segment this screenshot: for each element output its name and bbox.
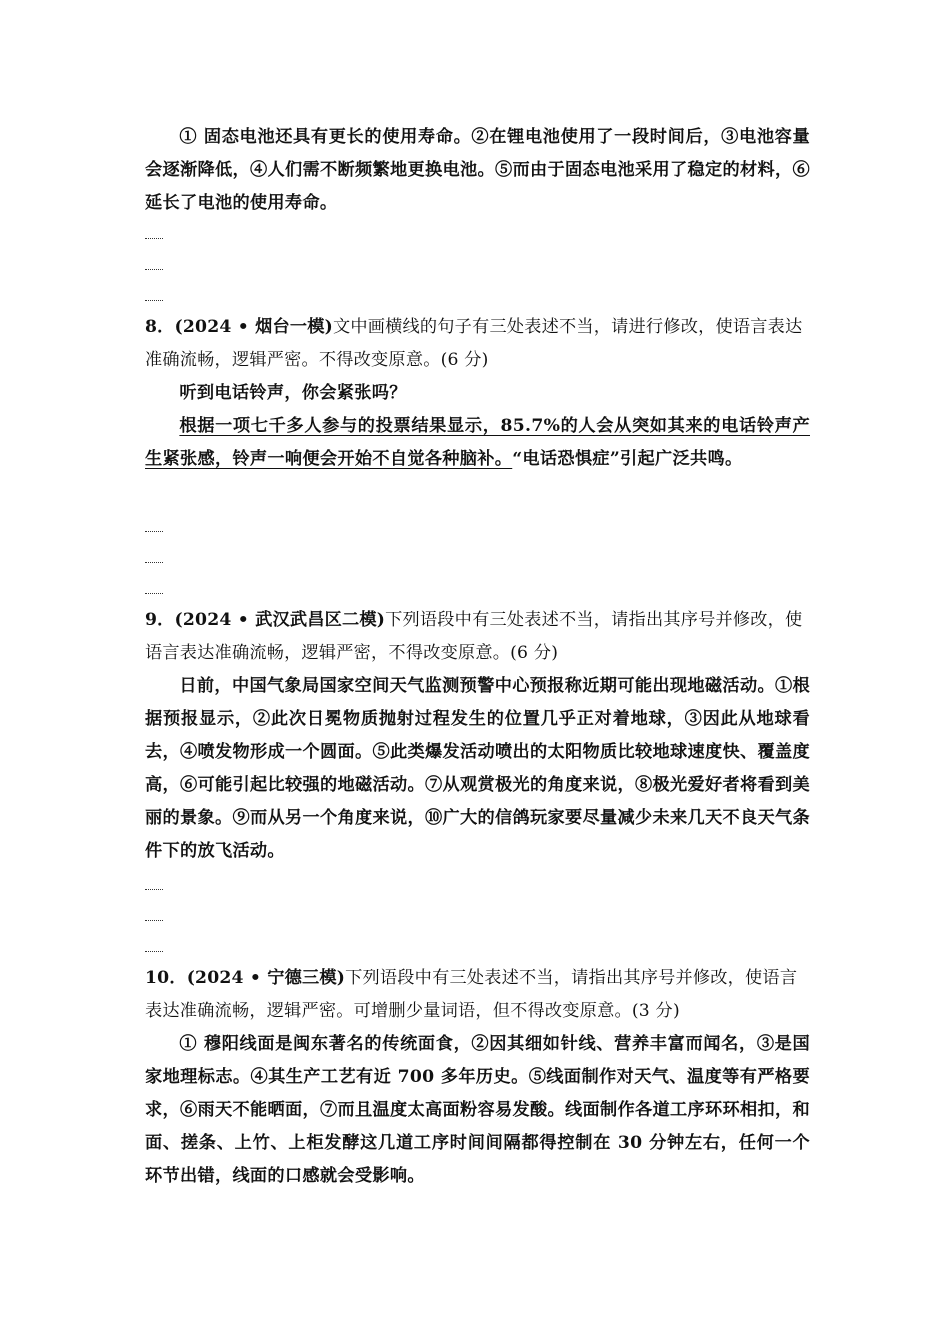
- question-number: 9．: [145, 610, 175, 630]
- question-prompt: 下列语段中有三处表述不当，请指出其序号并修改，使语言表达准确流畅，逻辑严密，不得改变原意。(6 分): [145, 610, 803, 663]
- answer-line: [145, 949, 163, 952]
- answer-line: [145, 298, 163, 301]
- underlined-sentence: 根据一项七千多人参与的投票结果显示，85.7%的人会从突如其来的电话铃声产生紧张感，铃声一响便会开始不自觉各种脑补。: [145, 416, 810, 469]
- answer-line: [145, 591, 163, 594]
- question-prompt: 下列语段中有三处表述不当，请指出其序号并修改，使语言表达准确流畅，逻辑严密。可增删少量词语，但不得改变原意。(3 分): [145, 968, 798, 1021]
- question-8-passage: [145, 410, 810, 476]
- passage-rest: “电话恐惧症”引起广泛共鸣。: [512, 449, 743, 469]
- answer-line: [145, 236, 163, 239]
- answer-line: [145, 918, 163, 921]
- question-9-heading: [145, 604, 810, 670]
- top-passage: [145, 121, 810, 220]
- question-9: [145, 604, 810, 868]
- answer-line: [145, 560, 163, 563]
- question-8-line1: 听到电话铃声，你会紧张吗？: [179, 383, 407, 403]
- question-10-passage: ① 穆阳线面是闽东著名的传统面食，②因其细如针线、营养丰富而闻名，③是国家地理标志。④其生产工艺有近 700 多年历史。⑤线面制作对天气、温度等有严格要求，⑥雨天不能晒面，⑦而且温度太高面粉容易发酸。线面制作各道工序环环相扣，和面、搓条、上竹、上柜发酵这几道工序时间间隔都得控制在 30 分钟左右，任何一个环节出错，线面的口感就会受影响。: [145, 1034, 810, 1186]
- question-source: (2024 • 烟台一模): [174, 317, 333, 337]
- question-10: [145, 962, 810, 1193]
- question-9-passage: 日前，中国气象局国家空间天气监测预警中心预报称近期可能出现地磁活动。①根据预报显示，②此次日冕物质抛射过程发生的位置几乎正对着地球，③因此从地球看去，④喷发物形成一个圆面。⑤此类爆发活动喷出的太阳物质比较地球速度快、覆盖度高，⑥可能引起比较强的地磁活动。⑦从观赏极光的角度来说，⑧极光爱好者将看到美丽的景象。⑨而从另一个角度来说，⑩广大的信鸽玩家要尽量减少未来几天不良天气条件下的放飞活动。: [145, 676, 810, 861]
- answer-line: [145, 887, 163, 890]
- question-number: 8．: [145, 317, 175, 337]
- question-source: (2024 • 武汉武昌区二模): [174, 610, 386, 630]
- question-8: [145, 311, 810, 476]
- question-source: (2024 • 宁德三模): [186, 968, 346, 988]
- question-8-heading: [145, 311, 810, 377]
- answer-line: [145, 267, 163, 270]
- answer-line: [145, 529, 163, 532]
- top-passage-text: ① 固态电池还具有更长的使用寿命。②在锂电池使用了一段时间后，③电池容量会逐渐降低，④人们需不断频繁地更换电池。⑤而由于固态电池采用了稳定的材料，⑥延长了电池的使用寿命。: [145, 127, 810, 213]
- question-10-heading: [145, 962, 810, 1028]
- question-prompt: 文中画横线的句子有三处表述不当，请进行修改，使语言表达准确流畅，逻辑严密。不得改变原意。(6 分): [145, 317, 803, 370]
- question-number: 10．: [145, 968, 187, 988]
